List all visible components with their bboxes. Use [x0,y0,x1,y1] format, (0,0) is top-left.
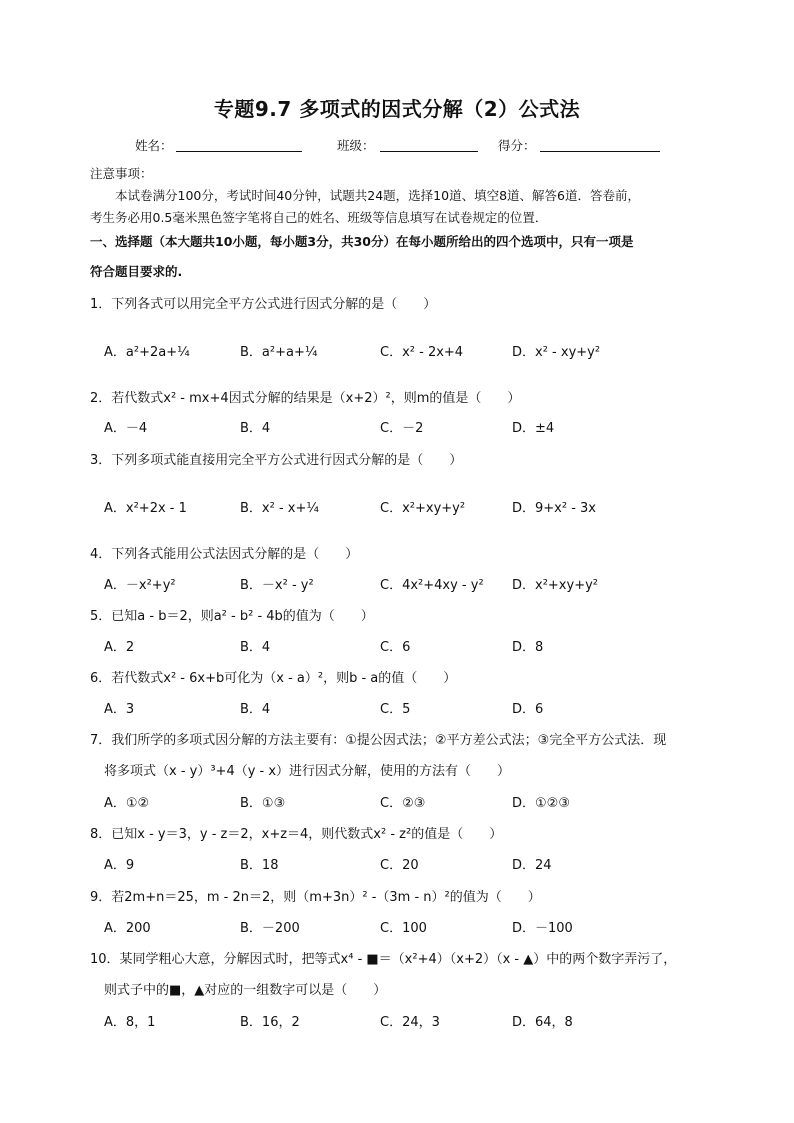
question-8-option-d[interactable]: D．24 [512,858,552,873]
question-7-stem-line-2: 将多项式（x - y）³+4（y - x）进行因式分解，使用的方法有（ ） [104,764,511,779]
question-10-option-b[interactable]: B．16，2 [240,1015,300,1030]
question-6-option-d[interactable]: D．6 [512,702,544,717]
question-1-option-c[interactable]: C．x² - 2x+4 [380,345,464,360]
question-4-option-b[interactable]: B．－x² - y² [240,578,314,593]
section-heading-line-1: 一、选择题（本大题共10小题，每小题3分，共30分）在每小题所给出的四个选项中，只有一项是 [90,234,634,249]
notice-heading: 注意事项： [90,166,153,181]
question-5-option-d[interactable]: D．8 [512,640,544,655]
question-5-option-a[interactable]: A．2 [104,640,135,655]
question-10-option-d[interactable]: D．64，8 [512,1015,573,1030]
name-label: 姓名： [135,138,173,153]
question-4-stem: 4．下列各式能用公式法因式分解的是（ ） [90,547,359,562]
page-title: 专题9.7 多项式的因式分解（2）公式法 [213,97,581,121]
question-2-option-d[interactable]: D．±4 [512,421,555,436]
question-9-option-c[interactable]: C．100 [380,921,427,936]
question-2-option-b[interactable]: B．4 [240,421,271,436]
question-3-stem: 3．下列多项式能直接用完全平方公式进行因式分解的是（ ） [90,453,463,468]
question-9-stem: 9．若2m+n＝25，m - 2n＝2，则（m+3n）² -（3m - n）²的值为（ ） [90,890,541,905]
question-1-option-a[interactable]: A．a²+2a+¼ [104,345,190,360]
question-9-option-b[interactable]: B．－200 [240,921,300,936]
question-2-option-a[interactable]: A．－4 [104,421,148,436]
notice-line-1: 本试卷满分100分，考试时间40分钟，试题共24题，选择10道、填空8道、解答6道．答卷前， [115,188,640,203]
score-field[interactable] [540,151,660,152]
class-field[interactable] [380,151,478,152]
question-5-stem: 5．已知a - b＝2，则a² - b² - 4b的值为（ ） [90,609,374,624]
student-info-row [0,136,794,156]
question-1-option-b[interactable]: B．a²+a+¼ [240,345,318,360]
question-7-option-a[interactable]: A．①② [104,796,150,811]
class-label: 班级： [337,138,375,153]
question-9-option-d[interactable]: D．－100 [512,921,573,936]
question-8-stem: 8．已知x - y＝3，y - z＝2，x+z＝4，则代数式x² - z²的值是（ ） [90,827,503,842]
question-7-option-c[interactable]: C．②③ [380,796,426,811]
question-10-stem: 10．某同学粗心大意，分解因式时，把等式x⁴ - ■＝（x²+4）（x+2）（x - ▲）中的两个数字弄污了， [90,952,677,967]
question-8-option-a[interactable]: A．9 [104,858,135,873]
question-10-option-c[interactable]: C．24，3 [380,1015,440,1030]
question-6-option-c[interactable]: C．5 [380,702,411,717]
question-1-option-d[interactable]: D．x² - xy+y² [512,345,601,360]
question-8-option-b[interactable]: B．18 [240,858,279,873]
notice-line-2: 考生务必用0.5毫米黑色签字笔将自己的姓名、班级等信息填写在试卷规定的位置． [90,210,548,225]
name-field[interactable] [176,151,302,152]
question-4-option-c[interactable]: C．4x²+4xy - y² [380,578,484,593]
question-3-option-c[interactable]: C．x²+xy+y² [380,501,466,516]
question-7-stem: 7．我们所学的多项式因分解的方法主要有：①提公因式法；②平方差公式法；③完全平方公式法．现 [90,733,667,748]
question-6-stem: 6．若代数式x² - 6x+b可化为（x - a）²，则b - a的值（ ） [90,671,457,686]
question-2-stem: 2．若代数式x² - mx+4因式分解的结果是（x+2）²，则m的值是（ ） [90,391,521,406]
section-heading-line-2: 符合题目要求的. [90,264,183,279]
question-9-option-a[interactable]: A．200 [104,921,151,936]
score-label: 得分： [498,138,536,153]
question-6-option-a[interactable]: A．3 [104,702,135,717]
question-7-option-b[interactable]: B．①③ [240,796,286,811]
question-8-option-c[interactable]: C．20 [380,858,419,873]
question-3-option-a[interactable]: A．x²+2x - 1 [104,501,187,516]
question-4-option-d[interactable]: D．x²+xy+y² [512,578,598,593]
question-1-stem: 1．下列各式可以用完全平方公式进行因式分解的是（ ） [90,297,437,312]
question-10-option-a[interactable]: A．8，1 [104,1015,156,1030]
question-5-option-b[interactable]: B．4 [240,640,271,655]
question-6-option-b[interactable]: B．4 [240,702,271,717]
question-4-option-a[interactable]: A．－x²+y² [104,578,176,593]
question-3-option-b[interactable]: B．x² - x+¼ [240,501,319,516]
question-10-stem-line-2: 则式子中的■，▲对应的一组数字可以是（ ） [104,983,387,998]
question-3-option-d[interactable]: D．9+x² - 3x [512,501,596,516]
question-5-option-c[interactable]: C．6 [380,640,411,655]
question-7-option-d[interactable]: D．①②③ [512,796,570,811]
question-2-option-c[interactable]: C．－2 [380,421,424,436]
